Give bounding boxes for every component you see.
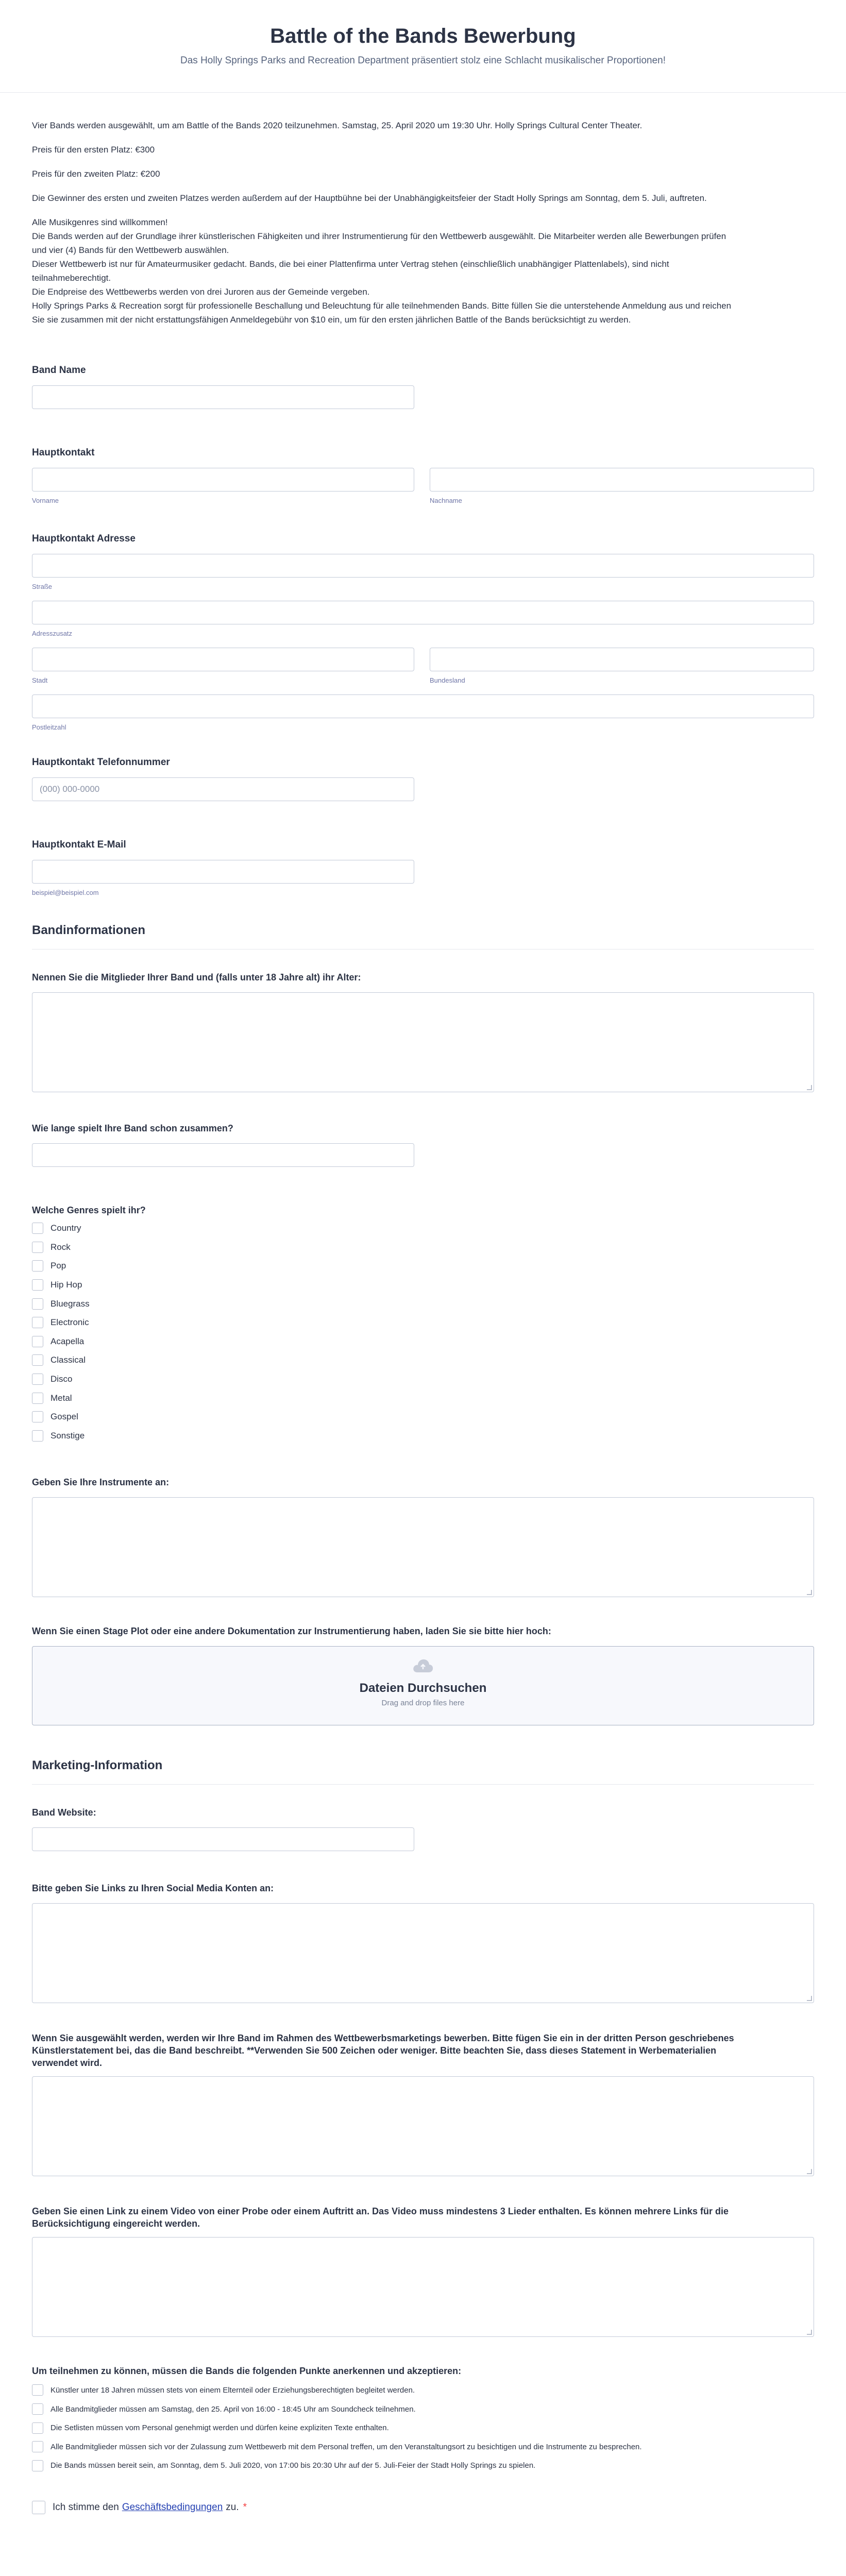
genre-option[interactable]: Country (32, 1219, 814, 1238)
file-upload-dropzone[interactable] (32, 1646, 814, 1725)
zip-input[interactable] (32, 694, 814, 718)
email-input[interactable] (32, 860, 414, 884)
checkbox[interactable] (32, 2460, 43, 2471)
street2-input[interactable] (32, 601, 814, 624)
rules-label: Um teilnehmen zu können, müssen die Bands die folgenden Punkte anerkennen und akzeptieren: (32, 2366, 462, 2377)
contact-field (32, 447, 814, 515)
phone-field (32, 757, 814, 801)
intro-paragraph: Preis für den ersten Platz: €300 (32, 145, 155, 155)
rule-option[interactable]: Alle Bandmitglieder müssen sich vor der Zulassung zum Wettbewerb mit dem Personal treffen, um den Veranstaltungsort zu besichtigen und die Instrumente zu besprechen. (32, 2437, 814, 2456)
rules-field (32, 2366, 814, 2475)
website-input[interactable] (32, 1827, 414, 1851)
genre-option[interactable]: Gospel (32, 1408, 814, 1427)
genre-option[interactable]: Acapella (32, 1332, 814, 1351)
page-subtitle: Das Holly Springs Parks and Recreation Department präsentiert stolz eine Schlacht musikalischer Proportionen! (180, 55, 666, 66)
statement-textarea[interactable] (32, 2076, 814, 2176)
checkbox[interactable] (32, 1279, 43, 1291)
first-name-sublabel: Vorname (32, 497, 59, 504)
genre-option[interactable]: Classical (32, 1351, 814, 1370)
terms-checkbox[interactable] (32, 2501, 45, 2514)
checkbox[interactable] (32, 1393, 43, 1404)
checkbox[interactable] (32, 1242, 43, 1253)
checkbox[interactable] (32, 1260, 43, 1272)
email-sublabel: beispiel@beispiel.com (32, 889, 99, 896)
street-input[interactable] (32, 554, 814, 578)
checkbox[interactable] (32, 2384, 43, 2396)
checkbox[interactable] (32, 1430, 43, 1442)
genre-option[interactable]: Electronic (32, 1313, 814, 1332)
members-field (32, 972, 814, 1092)
drag-drop-hint: Drag and drop files here (381, 1699, 465, 1708)
duration-input[interactable] (32, 1143, 414, 1167)
members-textarea[interactable] (32, 992, 814, 1092)
genre-option[interactable]: Hip Hop (32, 1276, 814, 1295)
checkbox[interactable] (32, 2441, 43, 2452)
checkbox[interactable] (32, 1336, 43, 1347)
genre-option[interactable]: Sonstige (32, 1427, 814, 1446)
video-label: Geben Sie einen Link zu einem Video von einer Probe oder einem Auftritt an. Das Video muss mindestens 3 Lieder enthalten. Es können mehrere Links für die Berücksichtigung eingereicht werden. (32, 2206, 729, 2229)
terms-agreement (32, 2501, 814, 2514)
address-field (32, 533, 814, 731)
last-name-input[interactable] (430, 468, 814, 492)
intro-text (32, 118, 814, 327)
state-sublabel: Bundesland (430, 676, 465, 684)
address-label: Hauptkontakt Adresse (32, 533, 136, 544)
required-mark: * (243, 2502, 247, 2513)
checkbox[interactable] (32, 1298, 43, 1310)
intro-paragraph: Preis für den zweiten Platz: €200 (32, 169, 160, 179)
genre-option[interactable]: Metal (32, 1388, 814, 1408)
state-input[interactable] (430, 648, 814, 671)
email-label: Hauptkontakt E-Mail (32, 839, 126, 850)
band-name-input[interactable] (32, 385, 414, 409)
duration-label: Wie lange spielt Ihre Band schon zusammen? (32, 1123, 233, 1133)
intro-line: und vier (4) Bands für den Wettbewerb auswählen. (32, 245, 229, 255)
members-label: Nennen Sie die Mitglieder Ihrer Band und (falls unter 18 Jahre alt) ihr Alter: (32, 972, 361, 982)
street-sublabel: Straße (32, 583, 53, 590)
genre-option[interactable]: Disco (32, 1370, 814, 1389)
band-name-label: Band Name (32, 365, 86, 376)
intro-line: Dieser Wettbewerb ist nur für Amateurmusiker gedacht. Bands, die bei einer Plattenfirma unter Vertrag stehen (einschließlich unabhängiger Plattenlabels), sind nicht (32, 259, 669, 269)
social-label: Bitte geben Sie Links zu Ihren Social Media Konten an: (32, 1883, 274, 1894)
agree-prefix: Ich stimme den (53, 2502, 119, 2513)
website-label: Band Website: (32, 1807, 96, 1818)
street2-sublabel: Adresszusatz (32, 630, 73, 637)
rule-option[interactable]: Künstler unter 18 Jahren müssen stets von einem Elternteil oder Erziehungsberechtigten begleitet werden. (32, 2381, 814, 2400)
city-sublabel: Stadt (32, 676, 48, 684)
statement-label: Wenn Sie ausgewählt werden, werden wir Ihre Band im Rahmen des Wettbewerbsmarketings bewerben. Bitte fügen Sie ein in der dritten Person geschriebenes Künstlerstatement bei, das die Band beschreibt. **Verwenden Sie 500 Zeichen oder weniger. Bitte beachten Sie, dass dieses Statement in Werbematerialien verwendet wird. (32, 2033, 734, 2069)
band-info-section-title: Bandinformationen (32, 923, 814, 950)
checkbox[interactable] (32, 1223, 43, 1234)
upload-field (32, 1626, 814, 1725)
statement-field (32, 2032, 814, 2176)
intro-paragraph: Vier Bands werden ausgewählt, um am Battle of the Bands 2020 teilzunehmen. Samstag, 25. April 2020 um 19:30 Uhr. Holly Springs Cultural Center Theater. (32, 121, 642, 130)
intro-line: Die Endpreise des Wettbewerbs werden von drei Juroren aus der Gemeinde vergeben. (32, 287, 370, 297)
checkbox[interactable] (32, 1317, 43, 1328)
rule-option[interactable]: Die Setlisten müssen vom Personal genehmigt werden und dürfen keine expliziten Texte enthalten. (32, 2418, 814, 2437)
terms-link[interactable]: Geschäftsbedingungen (122, 2502, 223, 2513)
checkbox[interactable] (32, 1354, 43, 1366)
intro-line: teilnahmeberechtigt. (32, 273, 111, 283)
checkbox[interactable] (32, 1374, 43, 1385)
page-title: Battle of the Bands Bewerbung (270, 25, 576, 47)
form-header (0, 0, 846, 93)
city-input[interactable] (32, 648, 414, 671)
checkbox[interactable] (32, 2422, 43, 2434)
duration-field (32, 1123, 814, 1167)
last-name-sublabel: Nachname (430, 497, 462, 504)
first-name-input[interactable] (32, 468, 414, 492)
video-field (32, 2205, 814, 2337)
browse-files-button[interactable]: Dateien Durchsuchen (359, 1681, 487, 1696)
genre-option[interactable]: Rock (32, 1238, 814, 1257)
email-field (32, 839, 814, 896)
form-content (0, 93, 846, 2514)
checkbox[interactable] (32, 1411, 43, 1422)
agree-suffix: zu. (226, 2502, 239, 2513)
band-name-field (32, 365, 814, 409)
video-textarea[interactable] (32, 2237, 814, 2337)
contact-label: Hauptkontakt (32, 447, 95, 458)
instruments-field (32, 1477, 814, 1597)
instruments-label: Geben Sie Ihre Instrumente an: (32, 1477, 170, 1488)
intro-line: Alle Musikgenres sind willkommen! (32, 217, 168, 227)
phone-label: Hauptkontakt Telefonnummer (32, 757, 170, 768)
zip-sublabel: Postleitzahl (32, 723, 66, 731)
website-field (32, 1807, 814, 1851)
phone-input[interactable]: (000) 000-0000 (32, 777, 414, 801)
genre-option[interactable]: Pop (32, 1257, 814, 1276)
intro-paragraph: Die Gewinner des ersten und zweiten Platzes werden außerdem auf der Hauptbühne bei der Unabhängigkeitsfeier der Stadt Holly Springs am Sonntag, dem 5. Juli, auftreten. (32, 193, 707, 203)
genres-field (32, 1205, 814, 1445)
genres-label: Welche Genres spielt ihr? (32, 1205, 146, 1215)
intro-line: Holly Springs Parks & Recreation sorgt für professionelle Beschallung und Beleuchtung für alle teilnehmenden Bands. Bitte füllen Sie die unterstehende Anmeldung aus und reichen (32, 301, 732, 311)
intro-line: Sie sie zusammen mit der nicht erstattungsfähigen Anmeldegebühr von $10 ein, um für den ersten jährlichen Battle of the Bands berücksichtigt zu werden. (32, 315, 631, 325)
marketing-section-title: Marketing-Information (32, 1758, 814, 1785)
instruments-textarea[interactable] (32, 1497, 814, 1597)
upload-label: Wenn Sie einen Stage Plot oder eine andere Dokumentation zur Instrumentierung haben, laden Sie sie bitte hier hoch: (32, 1626, 551, 1637)
checkbox[interactable] (32, 2403, 43, 2415)
rule-option[interactable]: Alle Bandmitglieder müssen am Samstag, den 25. April von 16:00 - 18:45 Uhr am Soundcheck teilnehmen. (32, 2400, 814, 2419)
social-textarea[interactable] (32, 1903, 814, 2003)
genre-option[interactable]: Bluegrass (32, 1294, 814, 1313)
rule-option[interactable]: Die Bands müssen bereit sein, am Sonntag, dem 5. Juli 2020, von 17:00 bis 20:30 Uhr auf der 5. Juli-Feier der Stadt Holly Springs zu spielen. (32, 2456, 814, 2476)
social-field (32, 1883, 814, 2003)
cloud-upload-icon (412, 1658, 434, 1673)
intro-line: Die Bands werden auf der Grundlage ihrer künstlerischen Fähigkeiten und ihrer Instrumentierung für den Wettbewerb ausgewählt. Die Mitarbeiter werden alle Bewerbungen prüfen (32, 231, 726, 241)
